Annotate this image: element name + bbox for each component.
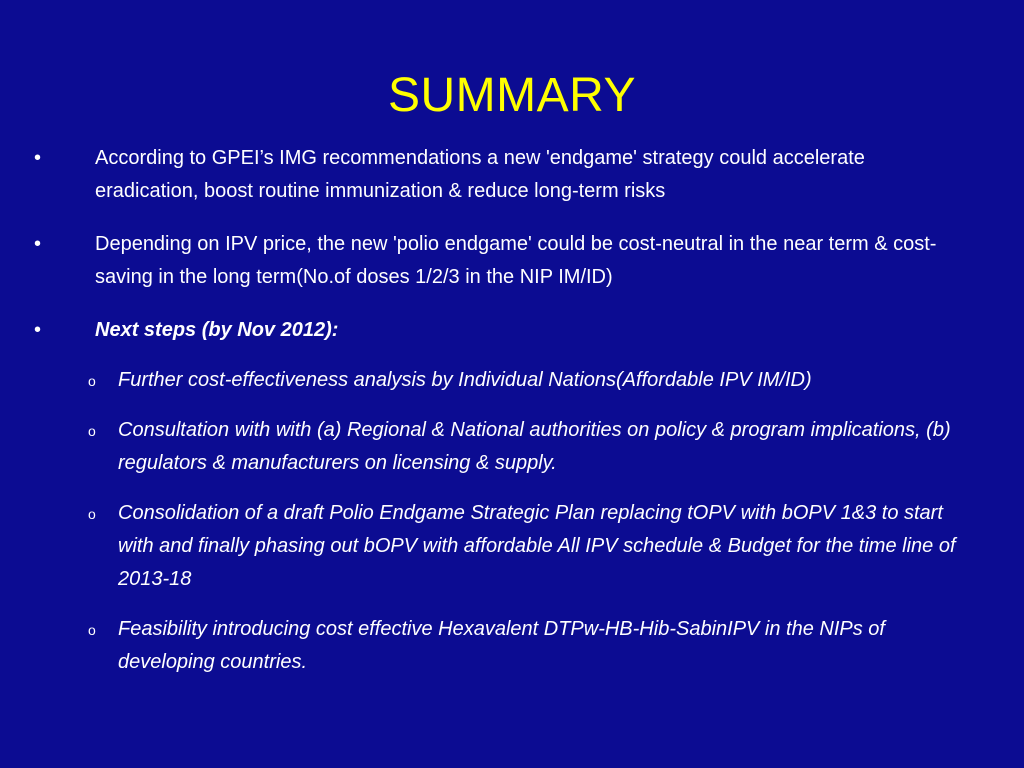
sub-bullet-marker: o bbox=[88, 373, 96, 389]
sub-bullet-marker: o bbox=[88, 423, 96, 439]
sub-bullet-marker: o bbox=[88, 622, 96, 638]
sub-bullet-marker: o bbox=[88, 506, 96, 522]
sub-bullet-text: Feasibility introducing cost effective Hexavalent DTPw-HB-Hib-SabinIPV in the NIPs of developing countries. bbox=[118, 618, 885, 673]
bullet-marker: • bbox=[34, 147, 42, 169]
bullet-list bbox=[0, 142, 1024, 696]
bullet-text: Depending on IPV price, the new 'polio endgame' could be cost-neutral in the near term & cost-saving in the long term(No.of doses 1/2/3 in the NIP IM/ID) bbox=[95, 233, 937, 288]
bullet-text: According to GPEI’s IMG recommendations a new 'endgame' strategy could accelerate eradication, boost routine immunization & reduce long-term risks bbox=[95, 147, 865, 202]
bullet-item bbox=[0, 314, 1024, 347]
sub-bullet-item bbox=[0, 414, 1024, 480]
sub-bullet-item bbox=[0, 497, 1024, 596]
bullet-marker: • bbox=[34, 233, 42, 255]
bullet-item bbox=[0, 228, 1024, 294]
bullet-marker: • bbox=[34, 319, 42, 341]
bullet-item bbox=[0, 142, 1024, 208]
sub-bullet-item bbox=[0, 364, 1024, 397]
slide-title: SUMMARY bbox=[388, 69, 636, 122]
sub-bullet-text: Further cost-effectiveness analysis by Individual Nations(Affordable IPV IM/ID) bbox=[118, 369, 812, 391]
next-steps-heading: Next steps (by Nov 2012): bbox=[95, 319, 339, 341]
sub-bullet-text: Consolidation of a draft Polio Endgame Strategic Plan replacing tOPV with bOPV 1&3 to start with and finally phasing out bOPV with affordable All IPV schedule & Budget for the time line of 2013-18 bbox=[118, 502, 956, 590]
sub-bullet-item bbox=[0, 613, 1024, 679]
sub-bullet-text: Consultation with with (a) Regional & National authorities on policy & program implications, (b) regulators & manufacturers on licensing & supply. bbox=[118, 419, 951, 474]
